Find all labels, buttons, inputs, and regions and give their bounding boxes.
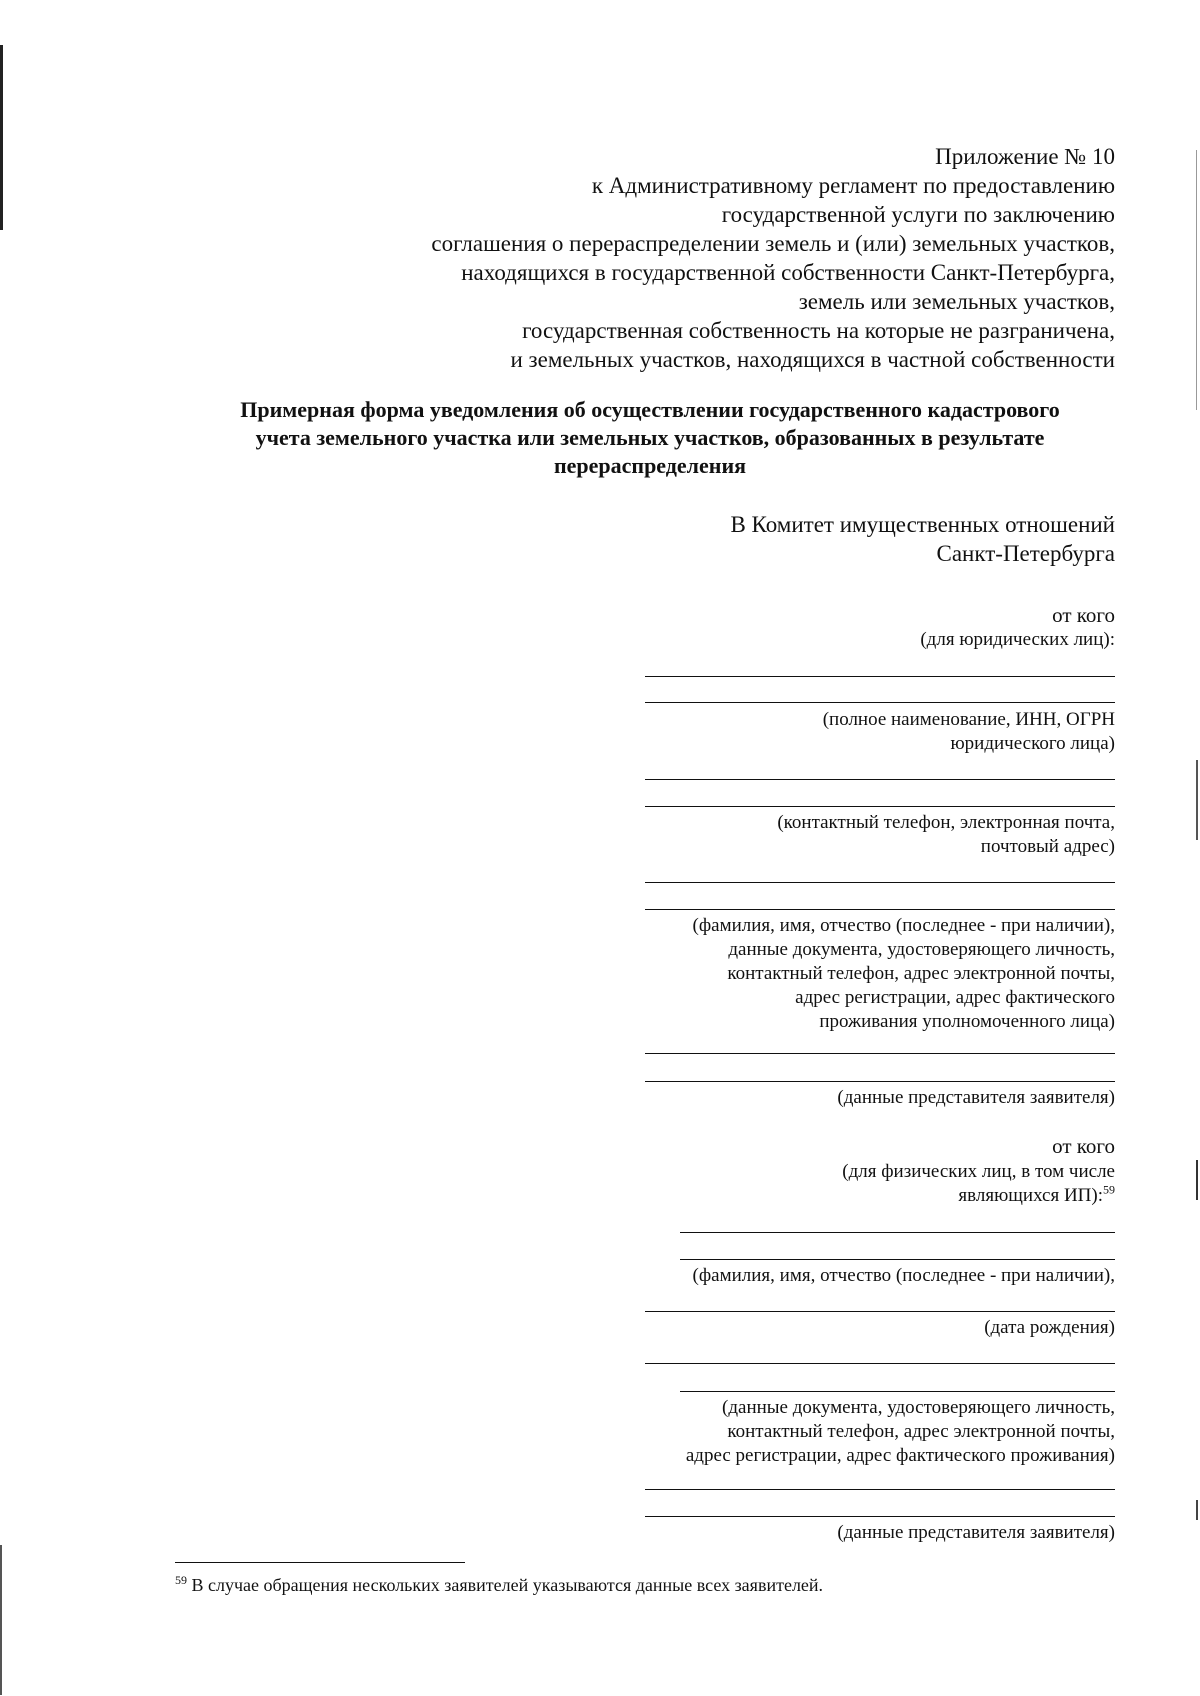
individual-rep-hint: (данные представителя заявителя) <box>837 1522 1115 1543</box>
hint-line: контактный телефон, адрес электронной почты, <box>727 963 1115 984</box>
hint-line: проживания уполномоченного лица) <box>819 1011 1115 1032</box>
legal-contacts-line-1[interactable] <box>645 779 1115 780</box>
individual-rep-line-2[interactable] <box>645 1516 1115 1517</box>
addressee-line: В Комитет имущественных отношений <box>730 512 1115 537</box>
footnote <box>175 1574 823 1596</box>
hint-line: контактный телефон, адрес электронной почты, <box>727 1421 1115 1442</box>
individual-name-line-2[interactable] <box>680 1259 1115 1260</box>
individual-from-label: от кого <box>1052 1134 1115 1158</box>
scan-edge-mark <box>1196 1160 1198 1200</box>
legal-rep-hint: (данные представителя заявителя) <box>837 1087 1115 1108</box>
scan-edge-mark <box>0 1545 2 1695</box>
legal-org-line-2[interactable] <box>645 702 1115 703</box>
legal-contacts-hint <box>645 811 1115 859</box>
appendix-line: Приложение № 10 <box>935 144 1115 169</box>
individual-name-line-1[interactable] <box>680 1232 1115 1233</box>
scan-edge-mark <box>0 45 3 230</box>
appendix-line: государственной услуги по заключению <box>721 202 1115 227</box>
scan-edge-mark <box>1196 760 1198 840</box>
legal-from-note: (для юридических лиц): <box>920 629 1115 650</box>
hint-line: адрес регистрации, адрес фактического проживания) <box>685 1445 1115 1466</box>
individual-doc-line-2[interactable] <box>680 1391 1115 1392</box>
appendix-line: государственная собственность на которые не разграничена, <box>522 318 1115 343</box>
hint-line: юридического лица) <box>950 733 1115 754</box>
appendix-line: находящихся в государственной собственности Санкт-Петербурга, <box>461 260 1115 285</box>
scan-edge-mark <box>1196 1500 1198 1520</box>
individual-birth-hint: (дата рождения) <box>984 1317 1115 1338</box>
appendix-line: к Административному регламент по предоставлению <box>591 173 1115 198</box>
hint-line: (полное наименование, ИНН, ОГРН <box>822 709 1115 730</box>
form-title <box>175 396 1125 480</box>
title-line: Примерная форма уведомления об осуществлении государственного кадастрового <box>240 397 1060 422</box>
addressee <box>730 510 1115 568</box>
hint-line: данные документа, удостоверяющего личность, <box>728 939 1115 960</box>
footnote-ref[interactable]: 59 <box>1103 1182 1115 1197</box>
footnote-separator <box>175 1562 465 1563</box>
legal-org-hint <box>645 708 1115 756</box>
appendix-line: земель или земельных участков, <box>798 289 1115 314</box>
footnote-number: 59 <box>175 1573 187 1587</box>
appendix-line: и земельных участков, находящихся в частной собственности <box>510 347 1115 372</box>
title-line: учета земельного участка или земельных участков, образованных в результате <box>255 425 1045 450</box>
note-text: являющихся ИП): <box>958 1185 1103 1206</box>
appendix-header <box>215 142 1115 374</box>
individual-from-note <box>645 1160 1115 1208</box>
appendix-line: соглашения о перераспределении земель и (или) земельных участков, <box>431 231 1115 256</box>
addressee-line: Санкт-Петербурга <box>936 541 1115 566</box>
legal-rep-line-2[interactable] <box>645 1081 1115 1082</box>
hint-line: (контактный телефон, электронная почта, <box>777 812 1115 833</box>
legal-rep-line-1[interactable] <box>645 1053 1115 1054</box>
individual-doc-hint <box>645 1396 1115 1468</box>
legal-org-line-1[interactable] <box>645 676 1115 677</box>
scan-edge-mark <box>1196 150 1197 410</box>
legal-authorized-line-1[interactable] <box>645 882 1115 883</box>
hint-line: адрес регистрации, адрес фактического <box>795 987 1115 1008</box>
note-line <box>645 1184 1115 1208</box>
note-line: (для физических лиц, в том числе <box>842 1161 1115 1182</box>
individual-doc-line-1[interactable] <box>645 1363 1115 1364</box>
legal-authorized-line-2[interactable] <box>645 909 1115 910</box>
hint-line: (данные документа, удостоверяющего личность, <box>722 1397 1115 1418</box>
legal-from-label: от кого <box>1052 603 1115 627</box>
legal-authorized-hint <box>645 914 1115 1034</box>
hint-line: (фамилия, имя, отчество (последнее - при наличии), <box>692 915 1115 936</box>
legal-contacts-line-2[interactable] <box>645 806 1115 807</box>
hint-line: почтовый адрес) <box>980 836 1115 857</box>
individual-rep-line-1[interactable] <box>645 1489 1115 1490</box>
title-line: перераспределения <box>553 453 747 478</box>
individual-name-hint: (фамилия, имя, отчество (последнее - при наличии), <box>692 1265 1115 1286</box>
footnote-text: В случае обращения нескольких заявителей указываются данные всех заявителей. <box>187 1575 824 1595</box>
individual-birth-line[interactable] <box>645 1311 1115 1312</box>
